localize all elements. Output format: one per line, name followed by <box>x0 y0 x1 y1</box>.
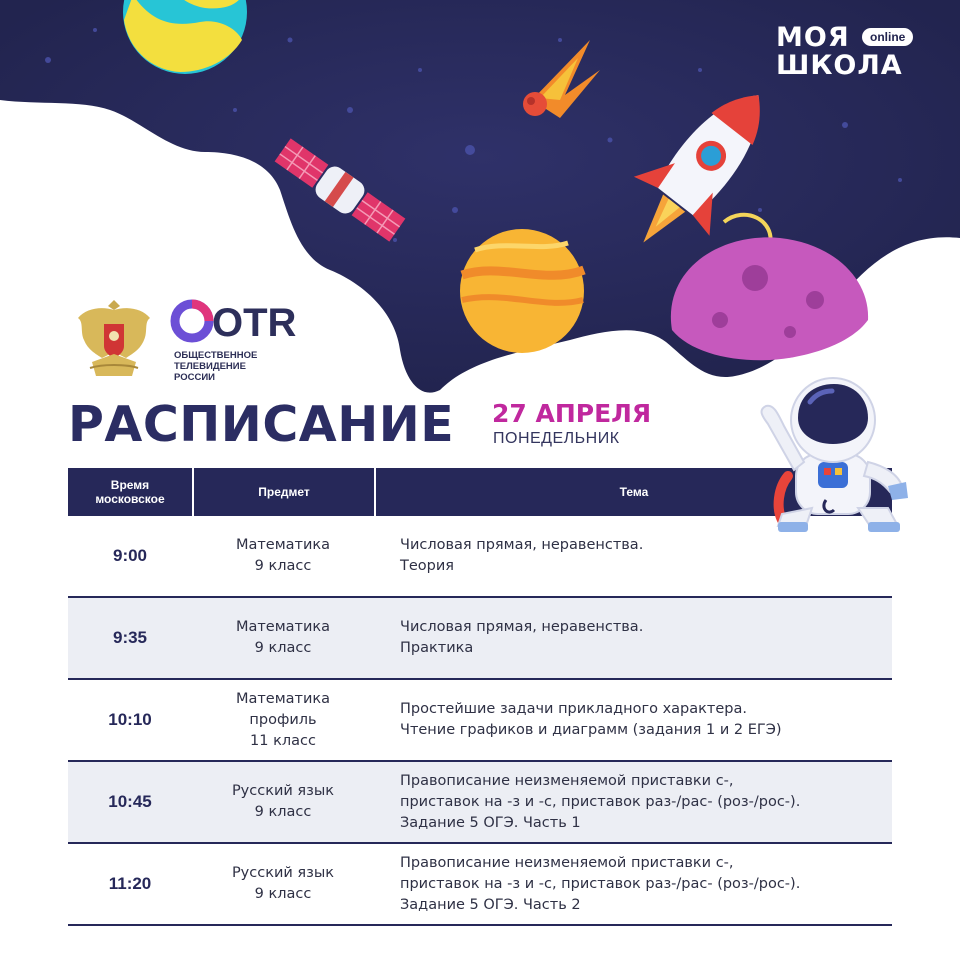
row-time: 9:35 <box>112 628 148 647</box>
online-badge: online <box>862 28 913 46</box>
otr-subtitle-line: ОБЩЕСТВЕННОЕ <box>174 350 258 361</box>
row-subject <box>192 680 374 760</box>
row-time: 10:10 <box>108 710 152 729</box>
row-subject-line: Математика <box>235 619 331 635</box>
brand-line-1: МОЯ <box>776 22 850 53</box>
row-topic <box>374 598 892 678</box>
row-subject <box>192 844 374 924</box>
header-time-line: московское <box>95 492 165 506</box>
row-subject-line: 9 класс <box>254 804 312 820</box>
otr-logo <box>170 298 297 345</box>
row-subject-line: 9 класс <box>254 886 312 902</box>
header-subject: Предмет <box>192 468 374 516</box>
row-subject <box>192 598 374 678</box>
row-topic <box>374 844 892 924</box>
row-topic <box>374 680 892 760</box>
row-topic-line: Простейшие задачи прикладного характера. <box>400 701 747 717</box>
row-topic-line: приставок на -з и -с, приставок раз-/рас- (роз-/рос-). <box>400 875 801 892</box>
row-topic-line: Числовая прямая, неравенства. <box>400 619 644 635</box>
row-topic <box>374 762 892 842</box>
row-subject-line: 11 класс <box>250 732 316 749</box>
schedule-weekday: ПОНЕДЕЛЬНИК <box>493 430 620 447</box>
otr-logo-text: OTR <box>212 301 297 345</box>
otr-subtitle <box>174 350 257 383</box>
row-subject-line: 9 класс <box>254 640 312 656</box>
row-topic-line: Задание 5 ОГЭ. Часть 2 <box>400 896 581 913</box>
row-topic-line: Числовая прямая, неравенства. <box>400 537 644 553</box>
otr-subtitle-line: ТЕЛЕВИДЕНИЕ <box>174 361 246 372</box>
row-topic-line: Правописание неизменяемой приставки с-, <box>400 772 734 789</box>
row-subject-line: Русский язык <box>231 865 335 881</box>
row-topic-line: Правописание неизменяемой приставки с-, <box>400 854 734 871</box>
row-topic-line: приставок на -з и -с, приставок раз-/рас- (роз-/рос-). <box>400 793 801 810</box>
header-time-line: Время <box>110 478 150 492</box>
row-time: 9:00 <box>112 546 148 565</box>
row-subject <box>192 762 374 842</box>
astronaut-icon <box>748 358 918 538</box>
table-row <box>68 598 892 680</box>
otr-subtitle-line: РОССИИ <box>174 372 215 383</box>
row-subject <box>192 516 374 596</box>
page-title: РАСПИСАНИЕ <box>68 396 455 453</box>
moya-shkola-logo <box>776 22 926 82</box>
row-subject-line: Математика <box>235 537 331 553</box>
row-time: 11:20 <box>108 874 152 893</box>
table-row <box>68 762 892 844</box>
row-subject-line: профиль <box>249 711 317 728</box>
row-topic-line: Чтение графиков и диаграмм (задания 1 и 2 ЕГЭ) <box>400 722 782 738</box>
sun-planet-icon <box>460 229 584 353</box>
brand-line-2: ШКОЛА <box>776 50 903 81</box>
table-row <box>68 680 892 762</box>
header-time <box>68 468 192 516</box>
header-topic: Тема <box>374 468 892 516</box>
table-row <box>68 844 892 926</box>
row-topic-line: Практика <box>400 640 474 656</box>
row-topic-line: Задание 5 ОГЭ. Часть 1 <box>400 814 581 831</box>
schedule-date: 27 АПРЕЛЯ <box>492 399 652 428</box>
row-topic-line: Теория <box>400 558 454 574</box>
emblem-icon <box>72 292 156 384</box>
row-subject-line: Математика <box>235 690 331 707</box>
row-time: 10:45 <box>108 792 152 811</box>
row-subject-line: 9 класс <box>254 558 312 574</box>
row-subject-line: Русский язык <box>231 783 335 799</box>
